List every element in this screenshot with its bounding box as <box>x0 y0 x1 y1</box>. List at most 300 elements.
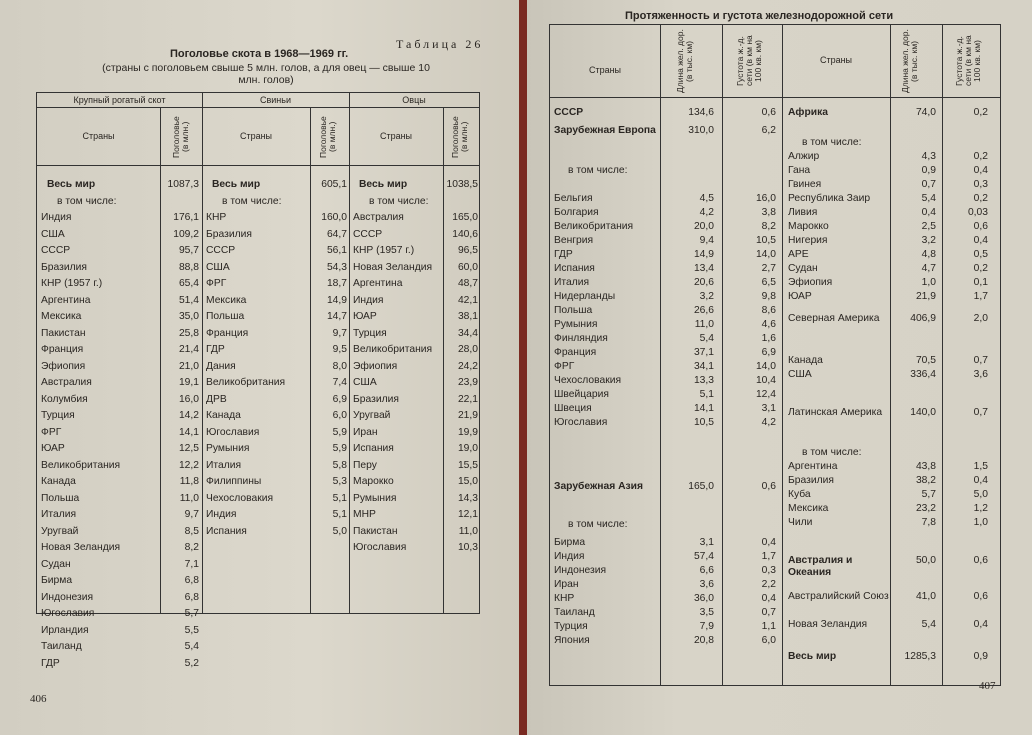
cattle-value: 95,7 <box>178 245 199 256</box>
cattle-value: 6,8 <box>184 575 199 586</box>
rail-col1-length: 3,6 <box>699 579 714 590</box>
rail-col2-length: 140,0 <box>910 407 936 418</box>
pigs-value: 5,1 <box>332 509 347 520</box>
rail-col1-length: 165,0 <box>688 481 714 492</box>
rail-col1-country: Индонезия <box>554 565 607 576</box>
rail-col2-length: 0,7 <box>921 179 936 190</box>
cattle-country: Индия <box>41 212 72 223</box>
pigs-world-label: Весь мир <box>212 179 261 190</box>
rail-col1-incl-label: в том числе: <box>568 165 628 176</box>
pigs-value: 160,0 <box>321 212 347 223</box>
cattle-country: ЮАР <box>41 443 65 454</box>
rail-col1-length: 37,1 <box>693 347 714 358</box>
cattle-country: Бирма <box>41 575 73 586</box>
rail-col1-density: 14,0 <box>755 249 776 260</box>
rail-col1-density: 1,1 <box>761 621 776 632</box>
rail-col1-country: Турция <box>554 621 588 632</box>
sheep-value: 19,9 <box>457 426 478 438</box>
rail-col2-country: Республика Заир <box>788 193 871 204</box>
sheep-value: 21,9 <box>457 410 478 421</box>
rail-col1-length: 3,5 <box>699 607 714 618</box>
sheep-value: 96,5 <box>457 245 478 256</box>
rail-col2-country: Канада <box>788 355 823 366</box>
rail-col1-length: 9,4 <box>699 235 714 246</box>
rail-col1-length: 4,5 <box>699 193 714 204</box>
rail-col2-density: 0,2 <box>973 151 988 162</box>
rail-col1-length: 310,0 <box>688 125 714 136</box>
pigs-value: 9,7 <box>332 327 347 339</box>
sheep-country: КНР (1957 г.) <box>353 245 415 256</box>
pigs-country-header: Страны <box>239 131 273 141</box>
cattle-value: 88,8 <box>178 261 199 273</box>
cattle-value: 19,1 <box>178 377 199 388</box>
rail-col2-density: 0,2 <box>973 107 988 118</box>
rail-col2-length: 43,8 <box>915 461 936 472</box>
rail-col2-density: 0,6 <box>973 591 988 602</box>
sheep-value: 38,1 <box>457 311 478 322</box>
rail-col2-density: 3,6 <box>973 369 988 380</box>
cattle-country: Австралия <box>41 377 92 388</box>
pigs-country: ДРВ <box>206 393 227 405</box>
rail-col1-country: Зарубежная Европа <box>554 125 656 136</box>
page-number-right: 407 <box>979 680 996 692</box>
group-cattle: Крупный рогатый скот <box>73 95 166 105</box>
sheep-value: 10,3 <box>457 542 478 553</box>
rail-col2-country: Мексика <box>788 503 829 514</box>
rail-col1-length: 13,3 <box>693 375 714 386</box>
sheep-country: США <box>353 377 377 388</box>
cattle-value: 5,4 <box>184 641 199 652</box>
cattle-value: 25,8 <box>178 327 199 339</box>
rail-col1-density: 9,8 <box>761 291 776 302</box>
rail-col1-density: 4,6 <box>761 319 776 330</box>
cattle-value: 14,1 <box>178 426 199 438</box>
rail-col2-density: 1,7 <box>973 291 988 302</box>
rail-col1-density: 6,0 <box>761 635 776 646</box>
rail-col1-density: 2,2 <box>761 579 776 590</box>
rail-col1-country: Венгрия <box>554 235 594 246</box>
cattle-world-value: 1087,3 <box>167 179 199 190</box>
rail-density-header-1: Густота ж.-д. сети (в км на 100 кв. км) <box>735 35 763 87</box>
sheep-country: Иран <box>353 426 378 438</box>
rail-col1-country: Швеция <box>554 403 592 414</box>
rail-col1-length: 20,8 <box>693 635 714 646</box>
pigs-country: КНР <box>206 212 227 223</box>
sheep-value: 15,5 <box>457 459 478 471</box>
sheep-country: Румыния <box>353 492 397 504</box>
rail-col2-length: 23,2 <box>915 503 936 514</box>
rail-length-header-2: Длина жел. дор. (в тыс. км) <box>900 29 919 93</box>
rail-col1-length: 20,6 <box>693 277 714 288</box>
cattle-incl-label: в том числе: <box>57 195 117 207</box>
pigs-country: Канада <box>206 410 241 421</box>
rail-col1-length: 3,1 <box>699 537 714 548</box>
rail-col2-density: 0,2 <box>973 263 988 274</box>
rail-col1-country: Бельгия <box>554 193 593 204</box>
rail-col2-density: 0,4 <box>973 165 988 176</box>
pigs-value: 7,4 <box>332 377 347 388</box>
pigs-country: Бразилия <box>206 228 252 240</box>
rail-col1-density: 3,8 <box>761 207 776 218</box>
rail-col1-density: 10,5 <box>755 235 776 246</box>
rail-col1-density: 4,2 <box>761 417 776 428</box>
rail-col1-country: Таиланд <box>554 607 595 618</box>
rail-col2-density: 1,0 <box>973 517 988 528</box>
cattle-country-header: Страны <box>82 131 115 141</box>
rail-col2-country: Новая Зеландия <box>788 619 868 630</box>
pigs-country: Великобритания <box>206 377 286 388</box>
rail-col2-length: 5,4 <box>921 619 936 630</box>
rail-col1-country: ГДР <box>554 249 573 260</box>
sheep-country: Австралия <box>353 212 404 223</box>
rail-col2-length: 1,0 <box>921 277 936 288</box>
sheep-value: 140,6 <box>452 228 478 240</box>
rail-col1-length: 57,4 <box>693 551 714 562</box>
rail-col2-country: Бразилия <box>788 475 834 486</box>
rail-col1-density: 0,7 <box>761 607 776 618</box>
sheep-world-value: 1038,5 <box>446 179 478 190</box>
rail-col2-country: США <box>788 369 812 380</box>
rail-col1-density: 14,0 <box>755 361 776 372</box>
cattle-country: Индонезия <box>41 591 94 603</box>
pigs-value: 56,1 <box>326 245 347 256</box>
sheep-value: 19,0 <box>457 443 478 454</box>
group-sheep: Овцы <box>402 95 426 105</box>
sheep-country: Эфиопия <box>353 360 398 372</box>
rail-col1-length: 10,5 <box>693 417 714 428</box>
rail-col1-country: ФРГ <box>554 361 575 372</box>
sheep-country: СССР <box>353 228 383 240</box>
cattle-country: Аргентина <box>41 294 91 306</box>
rail-col1-country: Болгария <box>554 207 599 218</box>
rail-col1-density: 8,6 <box>761 305 776 316</box>
rail-col2-length: 38,2 <box>915 475 936 486</box>
rail-col2-length: 2,5 <box>921 221 936 232</box>
rail-col1-length: 26,6 <box>693 305 714 316</box>
rail-col1-density: 1,7 <box>761 551 776 562</box>
railway-title: Протяженность и густота железнодорожной сети <box>625 10 894 22</box>
cattle-country: Уругвай <box>41 525 79 537</box>
cattle-value: 5,5 <box>184 624 199 636</box>
rail-col1-country: Испания <box>554 263 595 274</box>
sheep-world-label: Весь мир <box>359 179 408 190</box>
rail-col2-country: АРЕ <box>788 249 809 260</box>
rail-col1-density: 0,4 <box>761 537 776 548</box>
rail-col1-length: 14,9 <box>693 249 714 260</box>
cattle-country: Ирландия <box>41 624 89 636</box>
rail-col2-length: 5,4 <box>921 193 936 204</box>
pigs-country: Италия <box>206 459 242 471</box>
rail-col2-density: 1,2 <box>973 503 988 514</box>
pigs-country: Испания <box>206 525 247 537</box>
pigs-country: Филиппины <box>206 476 262 487</box>
rail-col1-country: Румыния <box>554 319 598 330</box>
rail-col1-density: 0,6 <box>761 481 776 492</box>
rail-col1-density: 2,7 <box>761 263 776 274</box>
rail-col1-density: 6,5 <box>761 277 776 288</box>
rail-col1-length: 134,6 <box>688 107 714 118</box>
rail-col1-country: Великобритания <box>554 221 634 232</box>
cattle-value: 5,7 <box>184 608 199 619</box>
rail-col2-incl-label: в том числе: <box>802 447 862 458</box>
rail-col1-length: 7,9 <box>699 621 714 632</box>
rail-col2-density: 0,9 <box>973 651 988 662</box>
sheep-value: 48,7 <box>457 278 478 289</box>
rail-col1-length: 4,2 <box>699 207 714 218</box>
cattle-country: Судан <box>41 558 71 570</box>
cattle-value: 109,2 <box>173 228 199 240</box>
rail-col2-length: 70,5 <box>915 355 936 366</box>
sheep-country: Бразилия <box>353 393 399 405</box>
cattle-country: Великобритания <box>41 459 121 471</box>
cattle-country: Италия <box>41 509 77 520</box>
cattle-country: Польша <box>41 492 80 504</box>
pigs-value: 9,5 <box>332 344 347 355</box>
sheep-country: Уругвай <box>353 410 391 421</box>
sheep-country: Аргентина <box>353 278 403 289</box>
rail-col2-country: Весь мир <box>788 651 837 662</box>
rail-col1-country: Польша <box>554 305 593 316</box>
sheep-country: Новая Зеландия <box>353 261 433 273</box>
cattle-value: 8,2 <box>184 542 199 553</box>
rail-col2-country: Марокко <box>788 221 829 232</box>
pigs-country: Индия <box>206 509 237 520</box>
rail-col1-density: 0,4 <box>761 593 776 604</box>
rail-col2-length: 336,4 <box>910 369 936 380</box>
pigs-value: 6,9 <box>332 393 347 405</box>
rail-col1-length: 20,0 <box>693 221 714 232</box>
cattle-country: КНР (1957 г.) <box>41 278 103 289</box>
sheep-value: 23,9 <box>457 377 478 388</box>
livestock-subtitle: (страны с поголовьем свыше 5 млн. голов, а для овец — свыше 10 млн. голов) <box>102 62 430 86</box>
cattle-country: Таиланд <box>41 641 82 652</box>
sheep-country: Индия <box>353 294 384 306</box>
rail-length-header-1: Длина жел. дор. (в тыс. км) <box>675 29 694 93</box>
cattle-value: 6,8 <box>184 591 199 603</box>
rail-col2-country: Аргентина <box>788 461 838 472</box>
rail-col2-country: Северная Америка <box>788 313 880 324</box>
rail-col1-density: 3,1 <box>761 403 776 414</box>
rail-col2-country: Гвинея <box>788 179 822 190</box>
rail-col2-length: 7,8 <box>921 517 936 528</box>
sheep-country: Пакистан <box>353 525 398 537</box>
cattle-value: 12,2 <box>178 459 199 471</box>
rail-col1-density: 6,2 <box>761 125 776 136</box>
sheep-value: 24,2 <box>457 360 478 372</box>
pigs-value: 5,1 <box>332 492 347 504</box>
pigs-value: 54,3 <box>326 261 347 273</box>
rail-col1-length: 14,1 <box>693 403 714 414</box>
pigs-country: Польша <box>206 311 245 322</box>
rail-col2-country: Нигерия <box>788 235 828 246</box>
rail-col1-density: 6,9 <box>761 347 776 358</box>
rail-col1-density: 1,6 <box>761 333 776 344</box>
cattle-value: 65,4 <box>178 278 199 289</box>
rail-col2-country: Африка <box>788 107 828 118</box>
rail-col2-length: 1285,3 <box>904 651 936 662</box>
sheep-country: Перу <box>353 459 377 471</box>
rail-col2-incl-label: в том числе: <box>802 137 862 148</box>
pigs-value: 18,7 <box>326 278 347 289</box>
rail-col1-country: Нидерланды <box>554 291 616 302</box>
pigs-count-header: Поголовье (в млн.) <box>318 116 337 158</box>
rail-col1-country: Франция <box>554 347 597 358</box>
pigs-country: Франция <box>206 327 249 339</box>
pigs-value: 5,0 <box>332 525 347 537</box>
table-number: Таблица 26 <box>396 37 484 51</box>
pigs-value: 64,7 <box>326 228 347 240</box>
rail-col2-length: 21,9 <box>915 291 936 302</box>
right-page <box>527 0 1032 735</box>
rail-col1-length: 6,6 <box>699 565 714 576</box>
pigs-country: СССР <box>206 245 236 256</box>
cattle-value: 8,5 <box>184 525 199 537</box>
rail-col2-country: Куба <box>788 489 811 500</box>
rail-col1-country: Швейцария <box>554 389 609 400</box>
pigs-country: ФРГ <box>206 278 227 289</box>
cattle-country: Эфиопия <box>41 360 86 372</box>
rail-country-header-1: Страны <box>588 65 622 75</box>
sheep-incl-label: в том числе: <box>369 195 429 207</box>
cattle-country: Югославия <box>41 608 95 619</box>
pigs-country: США <box>206 261 230 273</box>
cattle-country: Бразилия <box>41 261 87 273</box>
cattle-value: 21,0 <box>178 360 199 372</box>
rail-col1-density: 12,4 <box>755 389 776 400</box>
rail-col1-country: Иран <box>554 579 579 590</box>
rail-col2-density: 1,5 <box>973 461 988 472</box>
pigs-value: 5,3 <box>332 476 347 487</box>
sheep-country: ЮАР <box>353 311 377 322</box>
rail-col2-density: 0,6 <box>973 221 988 232</box>
rail-col1-length: 36,0 <box>693 593 714 604</box>
rail-col2-country: ЮАР <box>788 291 812 302</box>
rail-col2-density: 0,3 <box>973 179 988 190</box>
sheep-country: Великобритания <box>353 344 433 355</box>
pigs-country: Румыния <box>206 443 250 454</box>
rail-col2-country: Чили <box>788 517 813 528</box>
rail-col2-density: 0,4 <box>973 235 988 246</box>
sheep-value: 165,0 <box>452 212 478 223</box>
livestock-title: Поголовье скота в 1968—1969 гг. <box>170 48 349 60</box>
sheep-country: Турция <box>353 327 387 339</box>
rail-col2-density: 5,0 <box>973 489 988 500</box>
rail-col2-length: 74,0 <box>915 107 936 118</box>
sheep-value: 42,1 <box>457 294 478 306</box>
rail-col1-incl-label: в том числе: <box>568 519 628 530</box>
rail-col2-length: 4,7 <box>921 263 936 274</box>
livestock-table <box>36 92 480 669</box>
rail-col2-country: Австралийский Союз <box>788 591 889 602</box>
rail-col2-length: 4,3 <box>921 151 936 162</box>
pigs-value: 14,9 <box>326 294 347 306</box>
sheep-value: 12,1 <box>457 509 478 520</box>
pigs-country: ГДР <box>206 344 225 355</box>
cattle-value: 176,1 <box>173 212 199 223</box>
rail-col2-length: 5,7 <box>921 489 936 500</box>
pigs-value: 14,7 <box>326 311 347 322</box>
cattle-value: 35,0 <box>178 311 199 322</box>
rail-col2-length: 0,9 <box>921 165 936 176</box>
cattle-country: США <box>41 228 65 240</box>
rail-col2-density: 0,2 <box>973 193 988 204</box>
rail-col1-density: 10,4 <box>755 375 776 386</box>
cattle-count-header: Поголовье (в млн.) <box>171 116 190 158</box>
rail-col1-density: 0,6 <box>761 107 776 118</box>
pigs-country: Югославия <box>206 426 260 438</box>
rail-col1-country: Югославия <box>554 417 608 428</box>
rail-col1-country: Чехословакия <box>554 375 622 386</box>
rail-col2-country: Судан <box>788 263 818 274</box>
pigs-value: 5,9 <box>332 426 347 438</box>
rail-col2-density: 0,1 <box>973 277 988 288</box>
cattle-country: Мексика <box>41 311 82 322</box>
rail-col2-density: 0,4 <box>973 619 988 630</box>
pigs-country: Чехословакия <box>206 492 274 504</box>
railway-table <box>549 24 1001 686</box>
pigs-country: Мексика <box>206 294 247 306</box>
sheep-country: Югославия <box>353 542 407 553</box>
pigs-value: 6,0 <box>332 410 347 421</box>
sheep-value: 34,4 <box>457 327 478 339</box>
sheep-value: 11,0 <box>458 525 478 537</box>
rail-col2-country: Латинская Америка <box>788 407 883 418</box>
cattle-value: 12,5 <box>178 443 199 454</box>
cattle-country: ФРГ <box>41 426 62 438</box>
rail-col1-country: Индия <box>554 551 585 562</box>
pigs-value: 5,8 <box>332 459 347 471</box>
rail-col2-country: Гана <box>788 165 811 176</box>
rail-col2-density: 0,7 <box>973 407 988 418</box>
cattle-country: Новая Зеландия <box>41 542 121 553</box>
rail-col1-country: КНР <box>554 593 575 604</box>
rail-col1-length: 3,2 <box>699 291 714 302</box>
group-pigs: Свиньи <box>260 95 291 105</box>
sheep-value: 28,0 <box>457 344 478 355</box>
pigs-world-value: 605,1 <box>321 179 347 190</box>
pigs-value: 8,0 <box>332 360 347 372</box>
page-number-left: 406 <box>30 693 47 705</box>
rail-col2-country: Ливия <box>788 207 818 218</box>
cattle-value: 11,0 <box>179 492 199 504</box>
rail-col1-length: 5,4 <box>699 333 714 344</box>
cattle-country: Турция <box>41 410 75 421</box>
rail-col1-density: 16,0 <box>755 193 776 204</box>
rail-col1-density: 0,3 <box>761 565 776 576</box>
sheep-value: 15,0 <box>457 476 478 487</box>
cattle-value: 21,4 <box>178 344 199 355</box>
rail-col2-density: 0,5 <box>973 249 988 260</box>
sheep-value: 22,1 <box>457 393 478 405</box>
sheep-country: Марокко <box>353 476 394 487</box>
cattle-country: Канада <box>41 476 76 487</box>
cattle-country: Франция <box>41 344 84 355</box>
rail-col2-country: Австралия и Океания <box>788 555 853 578</box>
cattle-value: 16,0 <box>178 393 199 405</box>
rail-col1-length: 5,1 <box>699 389 714 400</box>
rail-col1-length: 13,4 <box>693 263 714 274</box>
cattle-value: 14,2 <box>178 410 199 421</box>
rail-col2-density: 0,7 <box>973 355 988 366</box>
rail-col2-density: 2,0 <box>973 313 988 324</box>
rail-col2-density: 0,6 <box>973 555 988 566</box>
rail-col1-country: Бирма <box>554 537 586 548</box>
cattle-value: 9,7 <box>184 509 199 520</box>
pigs-value: 5,9 <box>332 443 347 454</box>
cattle-country: СССР <box>41 245 71 256</box>
rail-col2-density: 0,4 <box>973 475 988 486</box>
rail-col2-country: Алжир <box>788 151 820 162</box>
